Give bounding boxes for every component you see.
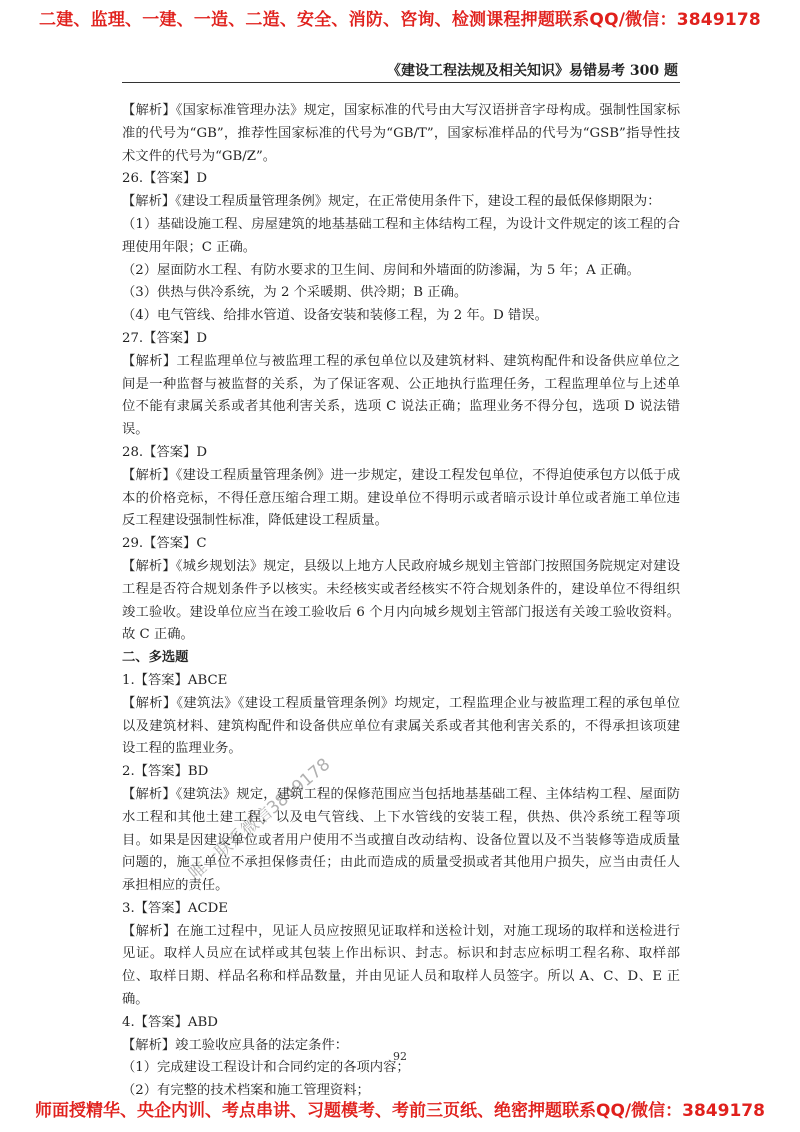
explanation-paragraph: 【解析】《建筑法》《建设工程质量管理条例》均规定，工程监理企业与被监理工程的承包单位以及建筑材料、建筑构配件和设备供应单位有隶属关系或者其他利害关系的，不得承担该项建设工程的监理业务。	[122, 695, 680, 757]
answer-line: 28.【答案】D	[122, 444, 207, 460]
explanation-paragraph: 【解析】竣工验收应具备的法定条件：	[122, 1037, 349, 1053]
explanation-paragraph: 【解析】《建设工程质量管理条例》进一步规定，建设工程发包单位，不得迫使承包方以低于成本的价格竞标，不得任意压缩合理工期。建设单位不得明示或者暗示设计单位或者施工单位违反工程建设强制性标准，降低建设工程质量。	[122, 467, 680, 529]
contact-watermark: 唯一联系微信3849178	[185, 754, 335, 885]
explanation-paragraph: 【解析】在施工过程中，见证人员应按照见证取样和送检计划，对施工现场的取样和送检进行见证。取样人员应在试样或其包装上作出标识、封志。标识和封志应标明工程名称、取样部位、取样日期、样品名称和样品数量，并由见证人员和取样人员签字。所以 A、C、D、E 正确。	[122, 923, 680, 1008]
explanation-paragraph: 【解析】《建设工程质量管理条例》规定，在正常使用条件下，建设工程的最低保修期限为：	[122, 194, 661, 210]
explanation-paragraph: 【解析】《国家标准管理办法》规定，国家标准的代号由大写汉语拼音字母构成。强制性国家标准的代号为“GB”，推荐性国家标准的代号为“GB/T”，国家标准样品的代号为“GSB”指导性技术文件的代号为“GB/Z”。	[122, 103, 680, 164]
list-item: （2）有完整的技术档案和施工管理资料；	[122, 1083, 370, 1099]
answer-line: 3.【答案】ACDE	[122, 900, 229, 916]
answer-line: 29.【答案】C	[122, 536, 207, 552]
page-header-title: 《建设工程法规及相关知识》易错易考 300 题	[387, 63, 678, 79]
answer-line: 27.【答案】D	[122, 330, 207, 346]
top-promo-banner: 二建、监理、一建、一造、二造、安全、消防、咨询、检测课程押题联系QQ/微信：3849178	[39, 10, 761, 30]
answer-line: 26.【答案】D	[122, 171, 207, 187]
explanation-paragraph: 【解析】工程监理单位与被监理工程的承包单位以及建筑材料、建筑构配件和设备供应单位之间是一种监督与被监督的关系，为了保证客观、公正地执行监理任务，工程监理单位与上述单位不能有隶属关系或者其他利害关系，选项 C 说法正确；监理业务不得分包，选项 D 说法错误。	[122, 353, 680, 438]
answer-line: 4.【答案】ABD	[122, 1014, 218, 1030]
list-item: （1）完成建设工程设计和合同约定的各项内容；	[122, 1060, 410, 1076]
list-item: （2）屋面防水工程、有防水要求的卫生间、房间和外墙面的防渗漏，为 5 年；A 正确。	[122, 262, 640, 278]
explanation-paragraph: 【解析】《城乡规划法》规定，县级以上地方人民政府城乡规划主管部门按照国务院规定对建设工程是否符合规划条件予以核实。未经核实或者经核实不符合规划条件的，建设单位不得组织竣工验收。建设单位应当在竣工验收后 6 个月内向城乡规划主管部门报送有关竣工验收资料。故 C 正确。	[122, 558, 680, 643]
page-body	[122, 100, 680, 1103]
header-divider	[122, 82, 680, 83]
answer-line: 2.【答案】BD	[122, 764, 209, 780]
list-item: （3）供热与供冷系统，为 2 个采暖期、供冷期；B 正确。	[122, 285, 468, 301]
page-number: 92	[393, 1050, 407, 1063]
explanation-paragraph: 【解析】《建筑法》规定，建筑工程的保修范围应当包括地基基础工程、主体结构工程、屋面防水工程和其他土建工程，以及电气管线、上下水管线的安装工程，供热、供冷系统工程等项目。如果是因建设单位或者用户使用不当或擅自改动结构、设备位置以及不当装修等造成质量问题的，施工单位不承担保修责任；由此而造成的质量受损或者其他用户损失，应当由责任人承担相应的责任。	[122, 786, 680, 894]
section-heading: 二、多选题	[122, 650, 189, 666]
list-item: （1）基础设施工程、房屋建筑的地基基础工程和主体结构工程，为设计文件规定的该工程的合理使用年限；C 正确。	[122, 216, 680, 255]
answer-line: 1.【答案】ABCE	[122, 672, 228, 688]
bottom-promo-banner: 师面授精华、央企内训、考点串讲、习题模考、考前三页纸、绝密押题联系QQ/微信：3849178	[35, 1101, 765, 1121]
list-item: （4）电气管线、给排水管道、设备安装和装修工程，为 2 年。D 错误。	[122, 308, 548, 324]
